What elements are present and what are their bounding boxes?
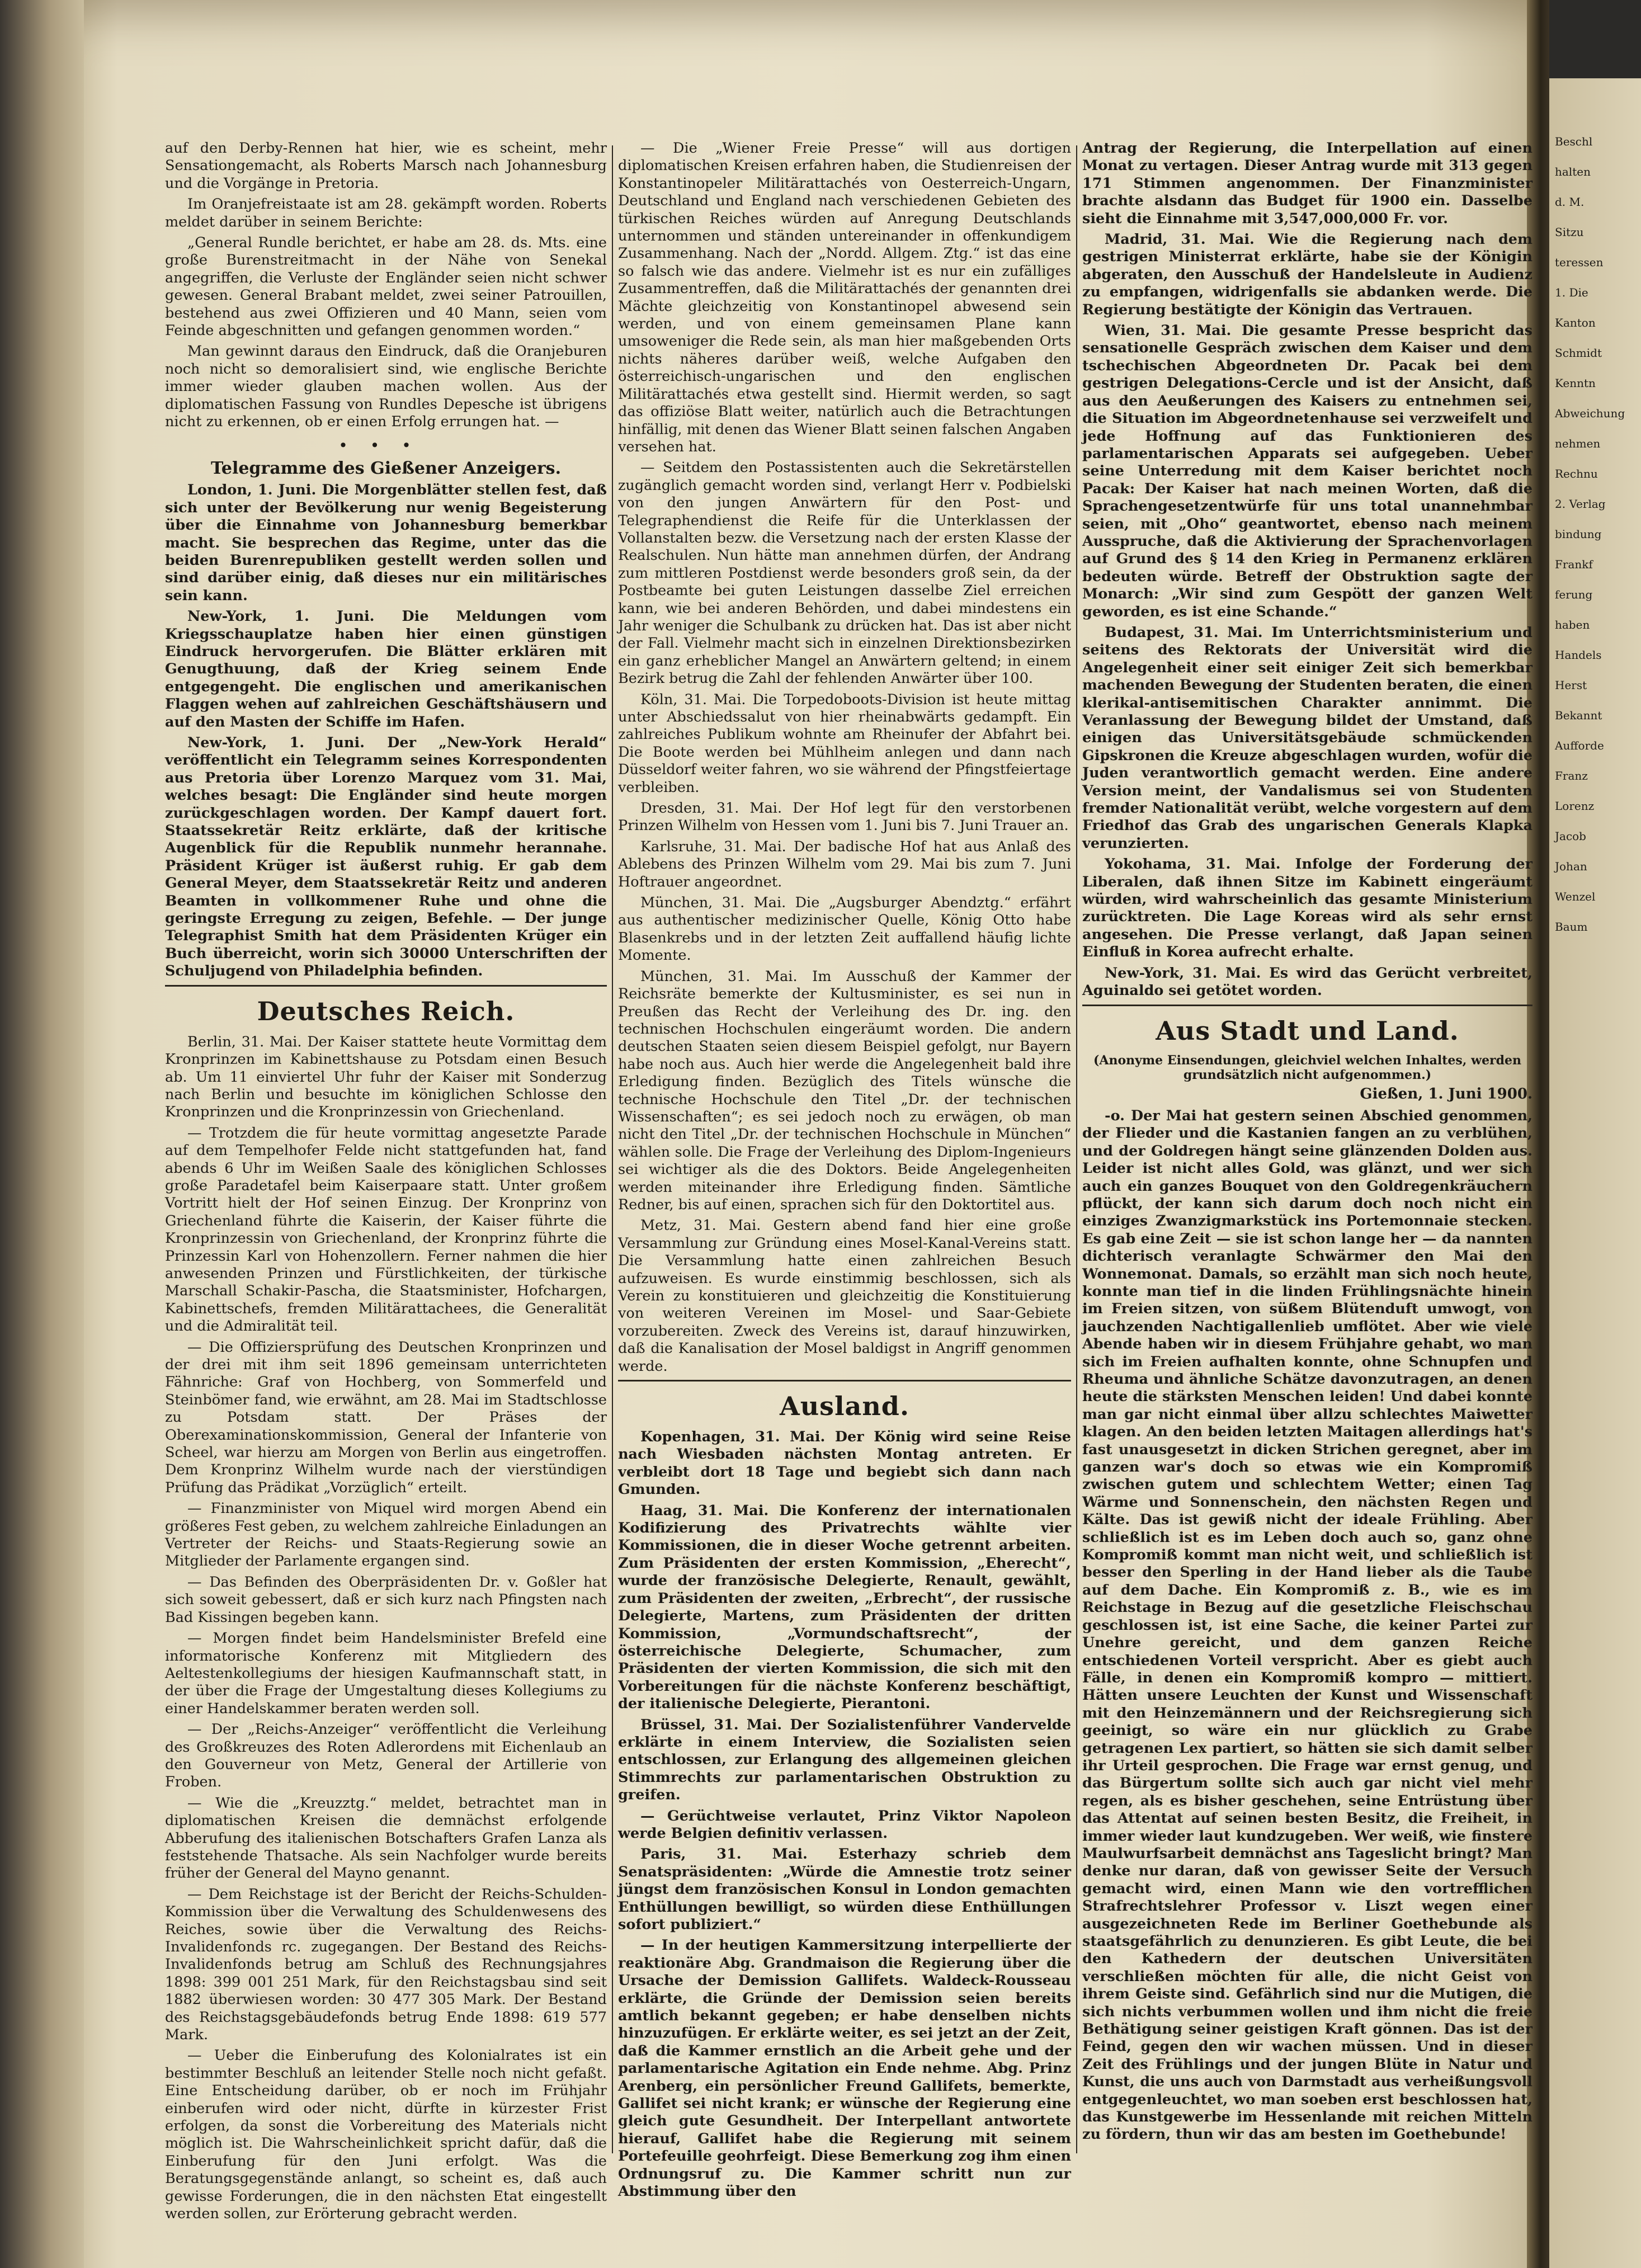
column-2 — [618, 140, 1071, 2200]
news-item: New-York, 31. Mai. Es wird das Gerücht verbreitet, Aguinaldo sei getötet worden. — [1082, 964, 1532, 999]
news-item: — Die „Wiener Freie Presse“ will aus dortigen diplomatischen Kreisen erfahren haben, die Studienreisen der Konstantinopeler Militärattachés von Oesterreich-Ungarn, Deutschland und England nach verschiedenen Gebieten des türkischen Reiches würden auf Anregung Deutschlands unternommen und ständen untereinander in offenkundigem Zusammenhang. Nach der „Nordd. Allgem. Ztg.“ ist das eine so falsch wie das andere. Vielmehr ist es nur ein zufälliges Zusammentreffen, daß die Militärattachés der genannten drei Mächte gleichzeitig von Konstantinopel abwesend sein werden, und von einem gemeinsamen Plane kann umsoweniger die Rede sein, als man hier maßgebenden Orts nichts näheres darüber weiß, welche Aufgaben den österreichisch-ungarischen und den englischen Militärattachés etwa gestellt sind. Hiermit werden, so sagt das offiziöse Blatt weiter, natürlich auch die Betrachtungen hinfällig, mit denen das Wiener Blatt seinen falschen Angaben versehen hat. — [618, 140, 1071, 455]
section-heading-deutsches-reich: Deutsches Reich. — [257, 996, 515, 1026]
news-item: — Seitdem den Postassistenten auch die Sekretärstellen zugänglich gemacht worden sind, verlangt Herr v. Podbielski von den jungen Anwärtern für den Post- und Telegraphendienst die Reife für die Unterklassen der Vollanstalten bezw. die Versetzung nach der ersten Klasse der Realschulen. Nun hätte man annehmen dürfen, der Andrang zum mittleren Postdienst werde besonders groß sein, da der Postbeamte bei guten Leistungen dasselbe Ziel erreichen kann, wie bei anderen Behörden, und dabei mindestens ein Jahr weniger die Schulbank zu drücken hat. Das ist aber nicht der Fall. Vielmehr macht sich in einzelnen Direktionsbezirken ein ganz erheblicher Mangel an Anwärtern geltend; in einem Bezirk betrug die Zahl der fehlenden Anwärter über 100. — [618, 459, 1071, 687]
divider — [165, 985, 607, 987]
column-3 — [1082, 140, 1532, 2176]
news-item: — Morgen findet beim Handelsminister Brefeld eine informatorische Konferenz mit Mitgliedern des Aeltestenkollegiums der hiesigen Kaufmannschaft statt, in der über die Frage der Umgestaltung dieses Kollegiums zu einer Handelskammer beraten werden soll. — [165, 1630, 607, 1717]
telegram-item: London, 1. Juni. Die Morgenblätter stellen fest, daß sich unter der Bevölkerung nur wenig Begeisterung über die Einnahme von Johannesburg bemerkbar macht. Sie besprechen das Regime, unter das die beiden Burenrepubliken gestellt werden sollen und sind darüber einig, daß dieses nur ein militärisches sein kann. — [165, 482, 607, 604]
news-item: München, 31. Mai. Die „Augsburger Abendztg.“ erfährt aus authentischer medizinischer Quelle, König Otto habe Blasenkrebs und in der letzten Zeit auffallend häufig lichte Momente. — [618, 894, 1071, 964]
news-item: München, 31. Mai. Im Ausschuß der Kammer der Reichsräte bemerkte der Kultusminister, es sei nun in Preußen das Recht der Verleihung des Dr. ing. den technischen Hochschulen eingeräumt worden. Die andern deutschen Staaten seien diesem Beispiel gefolgt, nur Bayern habe noch aus. Auch hier werde die Angelegenheit bald ihre Erledigung finden. Bezüglich des Titels wünsche die technische Hochschule den Titel „Dr. der technischen Wissenschaften“; es sei jedoch noch zu erwägen, ob man nicht den Titel „Dr. der technischen Hochschule in München“ wählen solle. Die Frage der Verleihung des Diplom-Ingenieurs sei wichtiger als die des Doktors. Beide Angelegenheiten werden miteinander ihre Erledigung finden. Sämtliche Redner, bis auf einen, sprachen sich für den Doktortitel aus. — [618, 968, 1071, 1213]
news-item: Paris, 31. Mai. Esterhazy schrieb dem Senatspräsidenten: „Würde die Amnestie trotz seiner jüngst dem französischen Konsul in London gemachten Enthüllungen bewilligt, so würden diese Enthüllungen sofort publiziert.“ — [618, 1846, 1071, 1933]
news-item: Berlin, 31. Mai. Der Kaiser stattete heute Vormittag dem Kronprinzen im Kabinettshause zu Potsdam einen Besuch ab. Um 11 einviertel Uhr fuhr der Kaiser mit Sonderzug nach Berlin und besuchte im königlichen Schlosse den Kronprinzen und die Kronprinzessin von Griechenland. — [165, 1033, 607, 1121]
adjacent-page — [1549, 78, 1641, 2268]
column-rule — [612, 145, 613, 2153]
news-item: Wien, 31. Mai. Die gesamte Presse bespricht das sensationelle Gespräch zwischen dem Kaiser und dem tschechischen Abgeordneten Dr. Pacak bei dem gestrigen Delegations-Cercle und ist der Ansicht, daß aus den Aeußerungen des Kaisers zu entnehmen sei, die Situation im Abgeordnetenhause sei verzweifelt und jede Hoffnung auf das Funktionieren des parlamentarischen Apparats sei aufgegeben. Ueber seine Unterredung mit dem Kaiser berichtet noch Pacak: Der Kaiser hat nach meinen Worten, daß die Sprachengesetzentwürfe für uns total unannehmbar seien, mit „Oho“ geantwortet, ebenso nach meinem Ausspruche, daß die Aktivierung der Sprachenvorlagen auf Grund des § 14 den Krieg in Permanenz erklären bedeuten würde. Betreff der Obstruktion sagte der Monarch: „Wir sind zum Gespött der ganzen Welt geworden, es ist eine Schande.“ — [1082, 322, 1532, 620]
news-item: — In der heutigen Kammersitzung interpellierte der reaktionäre Abg. Grandmaison die Regierung über die Ursache der Demission Gallifets. Waldeck-Rousseau erklärte, die Gründe der Demission seien bereits amtlich bekannt gegeben; er habe denselben nichts hinzuzufügen. Er erklärte weiter, es sei jetzt an der Zeit, daß die Kammer ernstlich an die Arbeit gehe und der parlamentarische Agitation ein Ende nehme. Abg. Prinz Arenberg, ein persönlicher Freund Gallifets, bemerkte, Gallifet sei nicht krank; er wünsche der Regierung eine gleich gute Gesundheit. Der Interpellant antwortete hierauf, Gallifet habe die Regierung mit seinem Portefeuille geohrfeigt. Diese Bemerkung zog ihm einen Ordnungsruf zu. Die Kammer schritt nun zur Abstimmung über den — [618, 1937, 1071, 2200]
news-item: — Finanzminister von Miquel wird morgen Abend ein größeres Fest geben, zu welchem zahlreiche Einladungen an Vertreter der Reichs- und Staats-Regierung sowie an Mitglieder der Parlamente ergangen sind. — [165, 1500, 607, 1570]
quote-paragraph: „General Rundle berichtet, er habe am 28. ds. Mts. eine große Burenstreitmacht in der Nähe von Senekal angegriffen, die Verluste der Engländer seien nicht schwer gewesen. General Brabant meldet, zwei seiner Patrouillen, bestehend aus zwei Offizieren und 40 Mann, seien vom Feinde abgeschnitten und gefangen genommen worden.“ — [165, 234, 607, 340]
news-item: Madrid, 31. Mai. Wie die Regierung nach dem gestrigen Ministerrat erklärte, habe sie der Königin abgeraten, den Ausschuß der Handelsleute in Audienz zu empfangen, widrigenfalls sie abdanken werde. Die Regierung bestätigte der Königin das Vertrauen. — [1082, 231, 1532, 318]
separator-dots: ••• — [338, 436, 433, 455]
news-item: Metz, 31. Mai. Gestern abend fand hier eine große Versammlung zur Gründung eines Mosel-Kanal-Vereins statt. Die Versammlung hatte einen zahlreichen Besuch aufzuweisen. Es wurde einstimmig beschlossen, sich als Verein zu konstituieren und gleichzeitig die Konstituierung von weiteren Vereinen im Mosel- und Saar-Gebiete vorzubereiten. Zweck des Vereins ist, darauf hinzuwirken, daß die Kanalisation der Mosel baldigst in Angriff genommen werde. — [618, 1217, 1071, 1375]
section-heading-telegrams: Telegramme des Gießener Anzeigers. — [210, 458, 562, 478]
news-item: Yokohama, 31. Mai. Infolge der Forderung der Liberalen, daß ihnen Sitze im Kabinett eingeräumt würden, wird wahrscheinlich das gesamte Ministerium zurücktreten. Die Lage Koreas wird als sehr ernst angesehen. Die Presse verlangt, daß Japan seinen Einfluß in Korea aufrecht erhalte. — [1082, 856, 1532, 961]
news-item: Haag, 31. Mai. Die Konferenz der internationalen Kodifizierung des Privatrechts wählte vier Kommissionen, die in dieser Woche getrennt arbeiten. Zum Präsidenten der ersten Kommission, „Eherecht“, wurde der französische Delegierte, Renault, gewählt, zum Präsidenten der zweiten, „Erbrecht“, der russische Delegierte, Martens, zum Präsidenten der dritten Kommission, „Vormundschaftsrecht“, der österreichische Delegierte, Schumacher, zum Präsidenten der vierten Kommission, die sich mit den Vorbereitungen für die nächste Konferenz beschäftigt, der italienische Delegierte, Pierantoni. — [618, 1502, 1071, 1713]
editorial-note: (Anonyme Einsendungen, gleichviel welchen Inhaltes, werden grundsätzlich nicht aufgenommen.) — [1093, 1053, 1522, 1082]
news-item: Brüssel, 31. Mai. Der Sozialistenführer Vandervelde erklärte in einem Interview, die Sozialisten seien entschlossen, zur Erlangung des allgemeinen gleichen Stimmrechts zur parlamentarischen Obstruktion zu greifen. — [618, 1716, 1071, 1804]
news-item: — Gerüchtweise verlautet, Prinz Viktor Napoleon werde Belgien definitiv verlassen. — [618, 1807, 1071, 1842]
news-item: — Das Befinden des Oberpräsidenten Dr. v. Goßler hat sich soweit gebessert, daß er sich kurz nach Pfingsten nach Bad Kissingen begeben kann. — [165, 1573, 607, 1626]
dateline: Gießen, 1. Juni 1900. — [1360, 1085, 1532, 1102]
news-item: Budapest, 31. Mai. Im Unterrichtsministerium und seitens des Rektorats der Universität wird die Angelegenheit einer seit einiger Zeit sich bemerkbar machenden Bewegung der Studenten beraten, die einen klerikal-antisemitischen Charakter annimmt. Die Veranlassung der Bewegung bildet der Umstand, daß einigen das Universitätsgebäude schmückenden Gipskronen die Kreuze abgeschlagen wurden, wofür die Juden verantwortlich gemacht werden. Eine andere Version meint, der Vandalismus sei von Studenten fremder Nationalität verübt, welche vorgestern auf dem Friedhof das Grab des ungarischen Generals Klapka verunzierten. — [1082, 624, 1532, 852]
news-item: Köln, 31. Mai. Die Torpedoboots-Division ist heute mittag unter Abschiedssalut von hier rheinabwärts gedampft. Ein zahlreiches Publikum wohnte am Rheinufer der Abfahrt bei. Die Boote werden bei Mühlheim anlegen und dann nach Düsseldorf weiter fahren, wo sie während der Pfingstfeiertage verbleiben. — [618, 691, 1071, 796]
news-item: — Trotzdem die für heute vormittag angesetzte Parade auf dem Tempelhofer Felde nicht stattgefunden hat, fand abends 6 Uhr im Weißen Saale des königlichen Schlosses große Paradetafel beim Kaiserpaare statt. Unter großem Vortritt hielt der Hof seinen Einzug. Der Kronprinz von Griechenland führte die Kaiserin, der Kaiser führte die Kronprinzessin von Griechenland, der Kronprinz führte die Prinzessin Karl von Hohenzollern. Ferner nahmen die hier anwesenden Prinzen und Fürstlichkeiten, der türkische Marschall Schakir-Pascha, die Staatsminister, Hofchargen, Kabinettschefs, fremden Militärattachees, die Generalität und die Admiralität teil. — [165, 1124, 607, 1335]
news-item: Kopenhagen, 31. Mai. Der König wird seine Reise nach Wiesbaden nächsten Montag antreten. Er verbleibt dort 18 Tage und begiebt sich dann nach Gmunden. — [618, 1428, 1071, 1498]
news-item: — Dem Reichstage ist der Bericht der Reichs-Schulden-Kommission über die Verwaltung des Schuldenwesens des Reiches, sowie über die Verwaltung des Reichs-Invalidenfonds rc. zugegangen. Der Bestand des Reichs-Invalidenfonds betrug am Schluß des Rechnungsjahres 1898: 399 001 251 Mark, für den Reichstagsbau sind seit 1882 überwiesen worden: 30 477 305 Mark. Der Bestand des Reichstagsgebäudefonds betrug Ende 1898: 619 577 Mark. — [165, 1885, 607, 2044]
section-heading-aus-stadt-und-land: Aus Stadt und Land. — [1156, 1015, 1459, 1046]
divider — [618, 1380, 1071, 1381]
news-item: — Die Offiziersprüfung des Deutschen Kronprinzen und der drei mit ihm seit 1896 gemeinsam unterrichteten Fähnriche: Graf von Hochberg, von Sommerfeld und Steinbömer fand, wie erwähnt, am 28. Mai im Stadtschlosse zu Potsdam statt. Der Präses der Oberexaminationskommission, General der Infanterie von Scheel, war hierzu am Morgen von Berlin aus eingetroffen. Dem Kronprinz Wilhelm wurde nach der vierstündigen Prüfung das Prädikat „Vorzüglich“ erteilt. — [165, 1338, 607, 1496]
adjacent-page-text: Beschl halten d. M. Sitzu teressen 1. Die Kanton Schmidt Kenntn Abweichung nehmen Rechnu 2. Verlag bindung Frankf ferung haben Handels Herst Bekannt Aufforde Franz Lorenz Jacob Johan Wenzel Baum — [1555, 135, 1625, 933]
paragraph: Man gewinnt daraus den Eindruck, daß die Oranjeburen noch nicht so demoralisiert sind, wie englische Berichte immer wieder glauben machen wollen. Aus der diplomatischen Fassung von Rundles Depesche ist übrigens nicht zu erkennen, ob er einen Erfolg errungen hat. — — [165, 343, 607, 431]
section-heading-ausland: Ausland. — [780, 1391, 909, 1422]
local-news-item: -o. Der Mai hat gestern seinen Abschied genommen, der Flieder und die Kastanien fangen an zu verblühen, und der Goldregen hängt seine glänzenden Dolden aus. Leider ist nicht alles Gold, was glänzt, und wer sich auch ein ganzes Bouquet von den Goldregenkräuchern pflückt, der kann sich darum doch noch nicht ein einziges Zwanzigmarkstück ins Portemonnaie stecken. Es gab eine Zeit — sie ist schon lange her — da nannten dichterisch veranlagte Schwärmer den Mai den Wonnemonat. Damals, so erzählt man sich noch heute, konnte man tief in die linden Frühlingsnächte hinein im Freien sitzen, von süßem Blütenduft umwogt, von jauchzenden Nachtigallenlieb umflötet. Aber wie viele Abende haben wir in diesem Frühjahre gehabt, wo man sich im Freien aufhalten konnte, ohne Schnupfen und Rheuma und ähnliche Schätze davonzutragen, an denen heute die stärksten Menschen leiden! Und dabei konnte man gar nicht einmal über allzu schlechtes Maiwetter klagen. An den beiden letzten Maitagen allerdings hat's fast unausgesetzt in dicken Strichen geregnet, aber im ganzen war's doch so etwas wie ein Kompromiß zwischen gutem und schlechtem Wetter; einen Tag Wärme und Sonnenschein, den nächsten Regen und Kälte. Das ist gewiß nicht der ideale Frühling. Aber schließlich ist es im Leben doch auch so, ganz ohne Kompromiß kommt man nicht weit, und schließlich ist besser den Sperling in der Hand lieber als die Taube auf dem Dache. Ein Kompromiß z. B., wie es im Reichstage in Bezug auf die gesetzliche Fleischschau geschlossen ist, ist eine Sache, die keiner Partei zur Unehre gereicht, und dem ganzen Reiche entschiedenen Vorteil verspricht. Aber es giebt auch Fälle, in denen ein Kompromiß kompro — mittiert. Hätten unsere Leuchten der Kunst und Wissenschaft mit den Heinzemännern und der Reichsregierung sich geeinigt, so wäre ein nur glücklich zu Grabe getragenen Lex partiert, so hätten sie sich damit selber ihr Urteil gesprochen. Die Frage war ernst genug, und das Bürgertum sollte sich auch gar nicht viel mehr regen, als es bisher geschehen, seine Entrüstung über das Attentat auf seinen besten Besitz, die Freiheit, in immer wieder laut kundzugeben. Wer weiß, wie finstere Maulwurfsarbeit demnächst ans Tageslicht bringt? Man denke nur daran, daß von gewisser Seite der Versuch gemacht wird, einen Mann wie den vortrefflichen Strafrechtslehrer Professor v. Liszt wegen einer ausgezeichneten Rede im Berliner Goethebunde als staatsgefährlich zu denunzieren. Es gibt Leute, die bei den Kathedern der deutschen Universitäten verschließen möchten für alle, die nicht Geist von ihrem Geiste sind. Gefährlich sind nur die Mutigen, die sich nichts verbummen wollen und ihm nicht die freie Bethätigung seiner geistigen Kraft gönnen. Das ist der Feind, gegen den wir wachen müssen. Und in dieser Zeit des Frühlings und der jungen Blüte in Natur und Kunst, die uns auch von Darmstadt aus verheißungsvoll entgegenleuchtet, wo man soeben erst beschlossen hat, das Kunstgewerbe im Hessenlande mit reichen Mitteln zu fördern, thun wir das am besten im Goethebunde! — [1082, 1107, 1532, 2143]
telegram-item: New-York, 1. Juni. Der „New-York Herald“ veröffentlicht ein Telegramm seines Korrespondenten aus Pretoria über Lorenzo Marquez vom 31. Mai, welches besagt: Die Engländer sind heute morgen zurückgeschlagen worden. Der Kampf dauert fort. Staatssekretär Reitz erklärte, daß der kritische Augenblick für die Republik nunmehr herannahe. Präsident Krüger ist äußerst ruhig. Er gab dem General Meyer, dem Staatssekretär Reitz und anderen Beamten in vollkommener Ruhe und ohne die geringste Erregung zu zeigen, Befehle. — Der junge Telegraphist Smith hat dem Präsidenten Krüger ein Buch überreicht, worin sich 30000 Unterschriften der Schuljugend von Philadelphia befinden. — [165, 734, 607, 980]
book-edge — [0, 0, 84, 2268]
telegram-item: New-York, 1. Juni. Die Meldungen vom Kriegsschauplatze haben hier einen günstigen Eindruck hervorgerufen. Die Blätter erklären mit Genugthuung, daß der Krieg seinem Ende entgegengeht. Die englischen und amerikanischen Flaggen wehen auf zahlreichen Geschäftshäusern und auf den Masten der Schiffe im Hafen. — [165, 608, 607, 730]
news-item: — Ueber die Einberufung des Kolonialrates ist ein bestimmter Beschluß an leitender Stelle noch nicht gefaßt. Eine Entscheidung darüber, ob er noch im Frühjahr einberufen wird oder nicht, dürfte in kürzester Frist erfolgen, da sonst die Vorbereitung des Materials nicht möglich ist. Die Wahrscheinlichkeit spricht dafür, daß die Einberufung für den Juni erfolgt. Was die Beratungsgegenstände anlangt, so scheint es, daß auch gewisse Forderungen, die in den nächsten Etat eingestellt werden sollen, zur Erörterung gebracht werden. — [165, 2047, 607, 2223]
news-item: Dresden, 31. Mai. Der Hof legt für den verstorbenen Prinzen Wilhelm von Hessen vom 1. Juni bis 7. Juni Trauer an. — [618, 800, 1071, 834]
news-item: Antrag der Regierung, die Interpellation auf einen Monat zu vertagen. Dieser Antrag wurde mit 313 gegen 171 Stimmen angenommen. Der Finanzminister brachte alsdann das Budget für 1900 ein. Dasselbe sieht die Einnahme mit 3,547,000,000 Fr. vor. — [1082, 140, 1532, 227]
paragraph: auf den Derby-Rennen hat hier, wie es scheint, mehr Sensationgemacht, als Roberts Marsch nach Johannesburg und die Vorgänge in Pretoria. — [165, 140, 607, 192]
column-1 — [165, 140, 607, 2223]
news-item: — Der „Reichs-Anzeiger“ veröffentlicht die Verleihung des Großkreuzes des Roten Adlerordens mit Eichenlaub an den Gouverneur von Metz, General der Artillerie von Froben. — [165, 1721, 607, 1791]
news-item: — Wie die „Kreuzztg.“ meldet, betrachtet man in diplomatischen Kreisen die demnächst erfolgende Abberufung des italienischen Botschafters Grafen Lanza als feststehende Thatsache. Als sein Nachfolger wurde bereits früher der General del Mayno genannt. — [165, 1794, 607, 1882]
paragraph: Im Oranjefreistaate ist am 28. gekämpft worden. Roberts meldet darüber in seinem Berichte: — [165, 196, 607, 230]
column-rule — [1076, 145, 1077, 2153]
divider — [1082, 1005, 1532, 1006]
news-item: Karlsruhe, 31. Mai. Der badische Hof hat aus Anlaß des Ablebens des Prinzen Wilhelm vom 29. Mai bis zum 7. Juni Hoftrauer angeordnet. — [618, 838, 1071, 890]
